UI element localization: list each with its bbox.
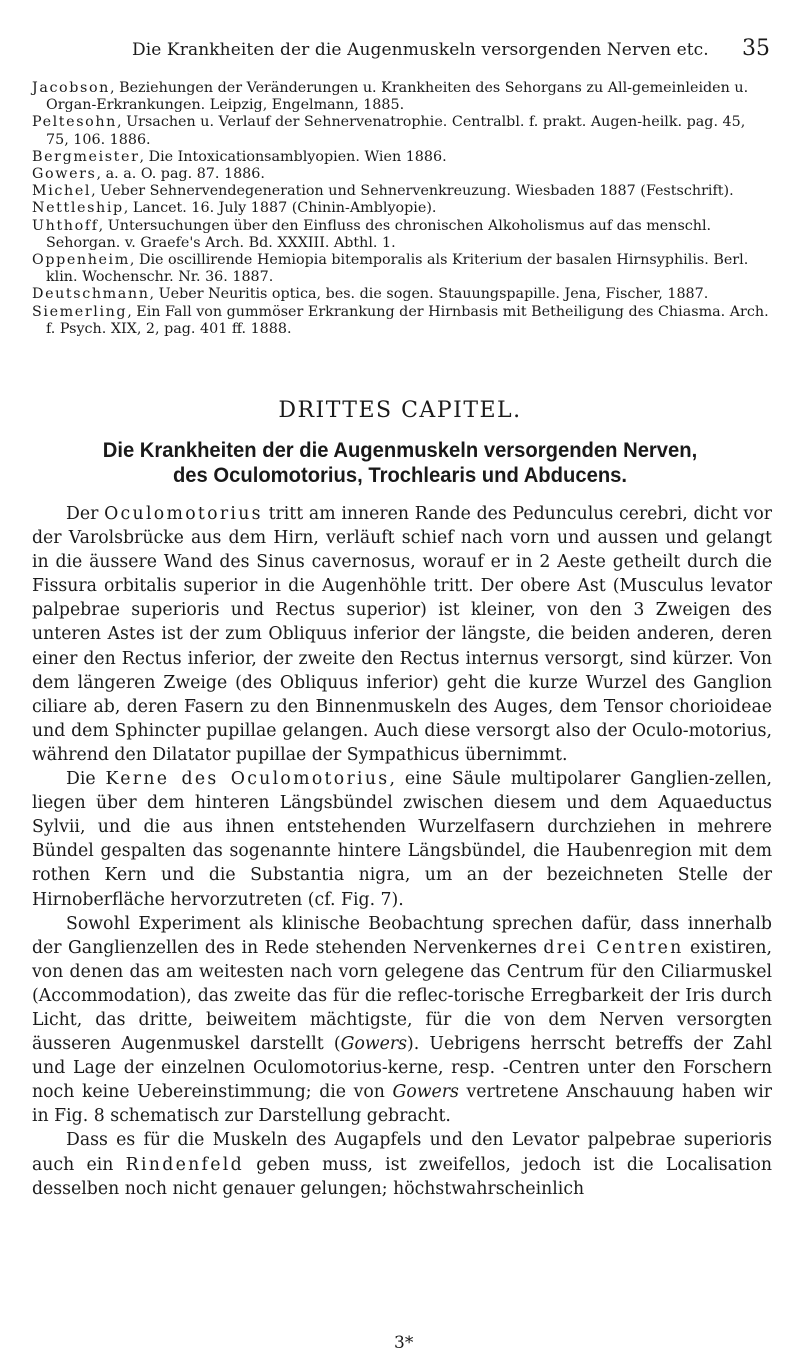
reference-author: Jacobson (32, 80, 110, 96)
emphasized-term: drei Centren (543, 937, 684, 958)
reference-item (32, 166, 772, 183)
reference-author: Deutschmann (32, 286, 150, 303)
text-run: Der (66, 504, 105, 524)
reference-list (32, 80, 772, 338)
italic-name: Gowers (340, 1034, 407, 1055)
text-run: Sowohl Experiment als klinische Beobachtung sprechen dafür, dass innerhalb der Ganglienzellen des in Rede stehenden Nervenkernes (32, 913, 772, 958)
text-run: vertretene Anschauung haben wir in Fig. 8 schematisch zur Darstellung gebracht. (32, 1082, 772, 1127)
reference-text: , Ueber Neuritis optica, bes. die sogen. Stauungspapille. Jena, Fischer, 1887. (149, 286, 709, 303)
emphasized-term: Kerne des Oculomotorius (105, 769, 390, 790)
reference-author: Gowers (32, 166, 97, 183)
reference-item (32, 114, 772, 148)
reference-text: , a. a. O. pag. 87. 1886. (96, 166, 265, 183)
signature-mark: 3* (394, 1333, 414, 1353)
paragraph (32, 912, 772, 1129)
reference-text: , Die Intoxicationsamblyopien. Wien 1886. (139, 148, 447, 165)
chapter-title-line: des Oculomotorius, Trochlearis und Abducens. (172, 463, 628, 487)
reference-author: Siemerling (32, 303, 128, 320)
reference-author: Peltesohn (32, 114, 117, 131)
text-run: existiren, von denen das am weitesten nach vorn gelegene das Centrum für den Ciliarmuskel (Accommodation), das zweite das für die reflec-torische Erregbarkeit der Iris durch Licht, das dritte, beiweitem mächtigste, für die von dem Nerven versorgten äusseren Augenmuskel darstellt ( (32, 937, 772, 1055)
page-number: 35 (742, 36, 770, 61)
reference-item (32, 80, 772, 114)
reference-item (32, 183, 772, 200)
reference-item (32, 149, 772, 166)
reference-text: , Lancet. 16. July 1887 (Chinin-Amblyopie). (123, 200, 437, 217)
paragraph (32, 502, 772, 767)
emphasized-term: Oculomotorius (104, 504, 263, 524)
reference-text: , Ursachen u. Verlauf der Sehnervenatrophie. Centralbl. f. prakt. Augen-heilk. pag. 45, 75, 106. 1886. (46, 114, 746, 148)
reference-author: Uhthoff (32, 217, 99, 234)
reference-text: , Die oscillirende Hemiopia bitemporalis als Kriterium der basalen Hirnsyphilis. Berl. klin. Wochenschr. Nr. 36. 1887. (46, 252, 749, 286)
emphasized-term: Rindenfeld (125, 1154, 244, 1175)
italic-name: Gowers (392, 1082, 459, 1103)
reference-author: Michel (32, 183, 92, 200)
reference-author: Nettleship (32, 200, 124, 217)
reference-author: Bergmeister (32, 148, 140, 165)
reference-item (32, 200, 772, 217)
running-title: Die Krankheiten der die Augenmuskeln versorgenden Nerven etc. (132, 40, 709, 60)
paragraph (32, 767, 772, 912)
text-run: tritt am inneren Rande des Pedunculus cerebri, dicht vor der Varolsbrücke aus dem Hirn, verläuft schief nach vorn und aussen und gelangt in die äussere Wand des Sinus cavernosus, worauf er in 2 Aeste getheilt durch die Fissura orbitalis superior in die Augenhöhle tritt. Der obere Ast (Musculus levator palpebrae superioris und Rectus superior) ist kleiner, von den 3 Zweigen des unteren Astes ist der zum Obliquus inferior der längste, die beiden anderen, deren einer den Rectus inferior, der zweite den Rectus internus versorgt, sind kürzer. Von dem längeren Zweige (des Obliquus inferior) geht die kurze Wurzel des Ganglion ciliare ab, deren Fasern zu den Binnenmuskeln des Auges, dem Tensor chorioideae und dem Sphincter pupillae gelangen. Auch diese versorgt also der Oculo-motorius, während den Dilatator pupillae der Sympathicus übernimmt. (32, 504, 772, 765)
reference-item (32, 218, 772, 252)
reference-item (32, 304, 772, 338)
reference-author: Oppenheim (32, 252, 130, 269)
reference-item (32, 286, 772, 303)
text-run: Die (66, 769, 106, 790)
reference-text: , Ueber Sehnervendegeneration und Sehnervenkreuzung. Wiesbaden 1887 (Festschrift). (91, 183, 734, 200)
page-header (32, 36, 770, 80)
reference-text: , Untersuchungen über den Einfluss des chronischen Alkoholismus auf das menschl. Sehorgan. v. Graefe's Arch. Bd. XXXIII. Abthl. 1. (46, 217, 712, 251)
text-run: Dass es für die Muskeln des Augapfels und den Levator palpebrae superioris auch ein (32, 1130, 772, 1175)
text-run: ). Uebrigens herrscht betreffs der Zahl und Lage der einzelnen Oculomotorius-kerne, resp. -Centren unter den Forschern noch keine Uebereinstimmung; die von (32, 1034, 773, 1103)
reference-text: , Beziehungen der Veränderungen u. Krankheiten des Sehorgans zu All-gemeinleiden u. Organ-Erkrankungen. Leipzig, Engelmann, 1885. (46, 80, 749, 114)
text-run: , eine Säule multipolarer Ganglien-zellen, liegen über dem hinteren Längsbündel zwischen diesem und dem Aquaeductus Sylvii, und die aus ihnen entstehenden Wurzelfasern durchziehen in mehrere Bündel gespalten das sogenannte hintere Längsbündel, die Haubenregion mit dem rothen Kern und die Substantia nigra, um an der bezeichneten Stelle der Hirnoberfläche hervorzutreten (cf. Fig. 7). (32, 769, 772, 910)
text-run: geben muss, ist zweifellos, jedoch ist die Localisation desselben noch nicht genauer gelungen; höchstwahrscheinlich (32, 1154, 772, 1199)
chapter-title (52, 438, 748, 488)
reference-text: , Ein Fall von gummöser Erkrankung der Hirnbasis mit Betheiligung des Chiasma. Arch. f. Psych. XIX, 2, pag. 401 ff. 1888. (46, 303, 769, 337)
chapter-heading: DRITTES CAPITEL. (278, 398, 522, 423)
paragraph (32, 1128, 772, 1200)
reference-item (32, 252, 772, 286)
chapter-title-line: Die Krankheiten der die Augenmuskeln versorgenden Nerven, (102, 438, 698, 462)
body-text (32, 502, 772, 1201)
